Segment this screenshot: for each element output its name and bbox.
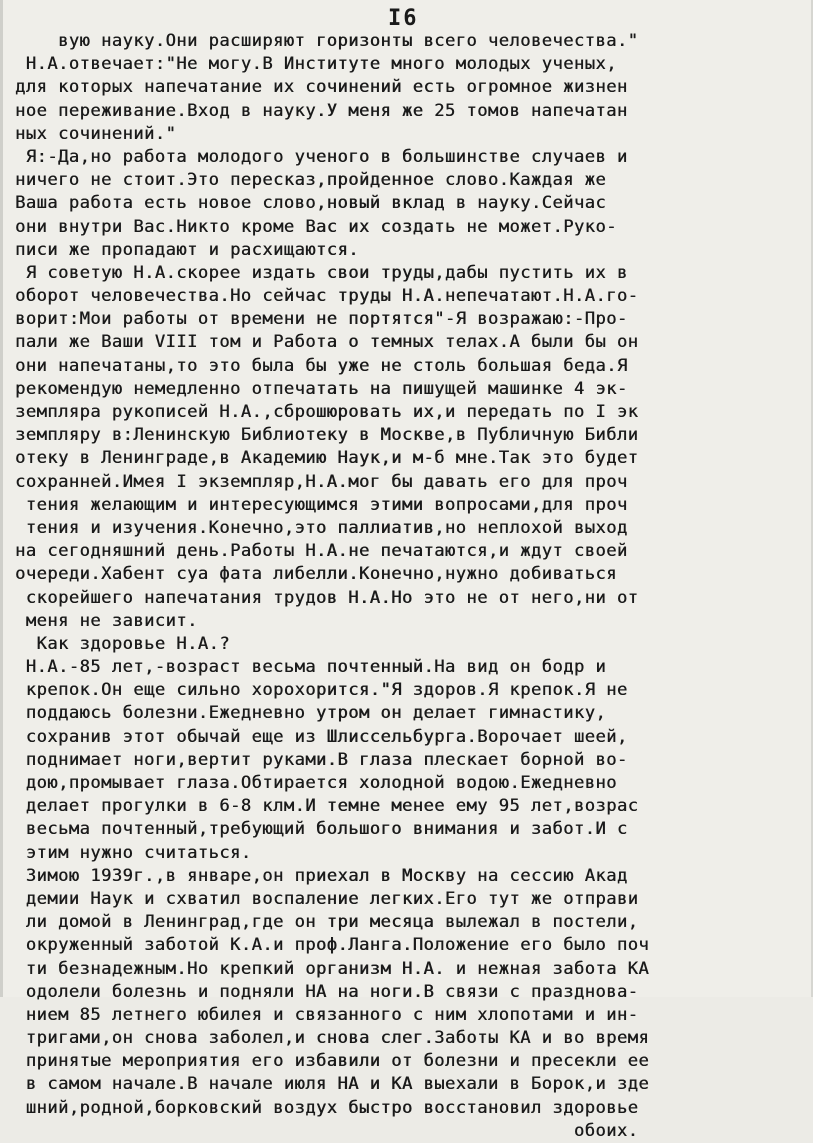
text-line: ли домой в Ленинград,где он три месяца вылежал в постели, [15, 912, 639, 933]
text-line: ное переживание.Вход в науку.У меня же 25 томов напечатан [15, 100, 628, 121]
text-line: нием 85 летнего юбилея и связанного с ним хлопотами и ин- [15, 1004, 639, 1025]
text-line: дою,промывает глаза.Обтирается холодной водою.Ежедневно [15, 773, 617, 793]
text-line: крепок.Он еще сильно хорохорится."Я здоров.Я крепок.Я не [15, 680, 628, 701]
text-line: очереди.Хабент суа фата либелли.Конечно,нужно добиваться [15, 564, 617, 585]
text-line: Я советую Н.А.скорее издать свои труды,дабы пустить их в [15, 262, 628, 283]
text-line: рекомендую немедленно отпечатать на пишущей машинке 4 эк- [15, 378, 628, 399]
text-line: принятые мероприятия его избавили от болезни и пресекли ее [15, 1051, 650, 1072]
text-line: окруженный заботой К.А.и проф.Ланга.Положение его было поч [15, 935, 650, 956]
text-line: вую науку.Они расширяют горизонты всего человечества." [15, 31, 639, 51]
text-line: Как здоровье Н.А.? [15, 633, 230, 654]
text-line: тения и изучения.Конечно,это паллиатив,но неплохой выход [15, 517, 628, 538]
text-line: ничего не стоит.Это пересказ,пройденное слово.Каждая же [15, 170, 607, 191]
text-line: тригами,он снова заболел,и снова слег.Заботы КА и во время [15, 1028, 650, 1049]
text-line: земпляру в:Ленинскую Библиотеку в Москве,в Публичную Библи [15, 425, 639, 446]
text-line: для которых напечатание их сочинений есть огромное жизнен [15, 77, 628, 98]
text-line: весьма почтенный,требующий большого внимания и забот.И с [15, 819, 628, 840]
page-number: I6 [388, 6, 419, 31]
text-line: поднимает ноги,вертит руками.В глаза плескает борной во- [15, 749, 628, 770]
text-line: ворит:Мои работы от времени не портятся"-Я возражаю:-Про- [15, 309, 628, 330]
text-line: отеку в Ленинграде,в Академию Наук,и м-б мне.Так это будет [15, 448, 639, 469]
text-line: писи же пропадают и расхищаются. [15, 239, 359, 260]
text-line: тения желающим и интересующимся этими вопросами,для проч [15, 494, 628, 515]
text-line: пали же Ваши VIII том и Работа о темных телах.А были бы он [15, 332, 639, 353]
text-line: делает прогулки в 6-8 клм.И темне менее ему 95 лет,возрас [15, 796, 639, 817]
text-line: скорейшего напечатания трудов Н.А.Но это не от него,ни от [15, 587, 639, 608]
text-line: ти безнадежным.Но крепкий организм Н.А. и нежная забота КА [15, 958, 650, 979]
text-line: сохранив этот обычай еще из Шлиссельбурга.Ворочает шеей, [15, 726, 628, 747]
text-line: ных сочинений." [15, 123, 177, 144]
text-line: этим нужно считаться. [15, 842, 252, 863]
text-line: обоих. [15, 1120, 639, 1141]
text-line: поддаюсь болезни.Ежедневно утром он делает гимнастику, [15, 703, 607, 724]
typewritten-text [15, 30, 797, 1143]
text-line: Н.А.отвечает:"Не могу.В Институте много молодых ученых, [15, 54, 617, 75]
text-line: оборот человечества.Но сейчас труды Н.А.непечатают.Н.А.го- [15, 286, 639, 307]
text-line: Ваша работа есть новое слово,новый вклад в науку.Сейчас [15, 193, 607, 214]
text-line: земпляра рукописей Н.А.,сброшюровать их,и передать по I эк [15, 402, 639, 422]
text-line: Я:-Да,но работа молодого ученого в большинстве случаев и [15, 146, 628, 167]
text-line: они напечатаны,то это была бы уже не столь большая беда.Я [15, 355, 628, 376]
text-line: Зимою 1939г.,в январе,он приехал в Москву на сессию Акад [15, 865, 628, 886]
text-line: они внутри Вас.Никто кроме Вас их создать не может.Руко- [15, 216, 617, 237]
text-line: сохранней.Имея I экземпляр,Н.А.мог бы давать его для проч [15, 471, 628, 492]
text-line: одолели болезнь и подняли НА на ноги.В связи с празднова- [15, 981, 639, 1002]
text-line: шний,родной,борковский воздух быстро восстановил здоровье [15, 1097, 639, 1118]
text-line: демии Наук и схватил воспаление легких.Его тут же отправи [15, 888, 639, 909]
text-line: на сегодняшний день.Работы Н.А.не печатаются,и ждут своей [15, 541, 628, 562]
text-line: в самом начале.В начале июля НА и КА выехали в Борок,и зде [15, 1074, 650, 1095]
text-line: Н.А.-85 лет,-возраст весьма почтенный.На вид он бодр и [15, 657, 607, 678]
text-line: меня не зависит. [15, 610, 198, 631]
